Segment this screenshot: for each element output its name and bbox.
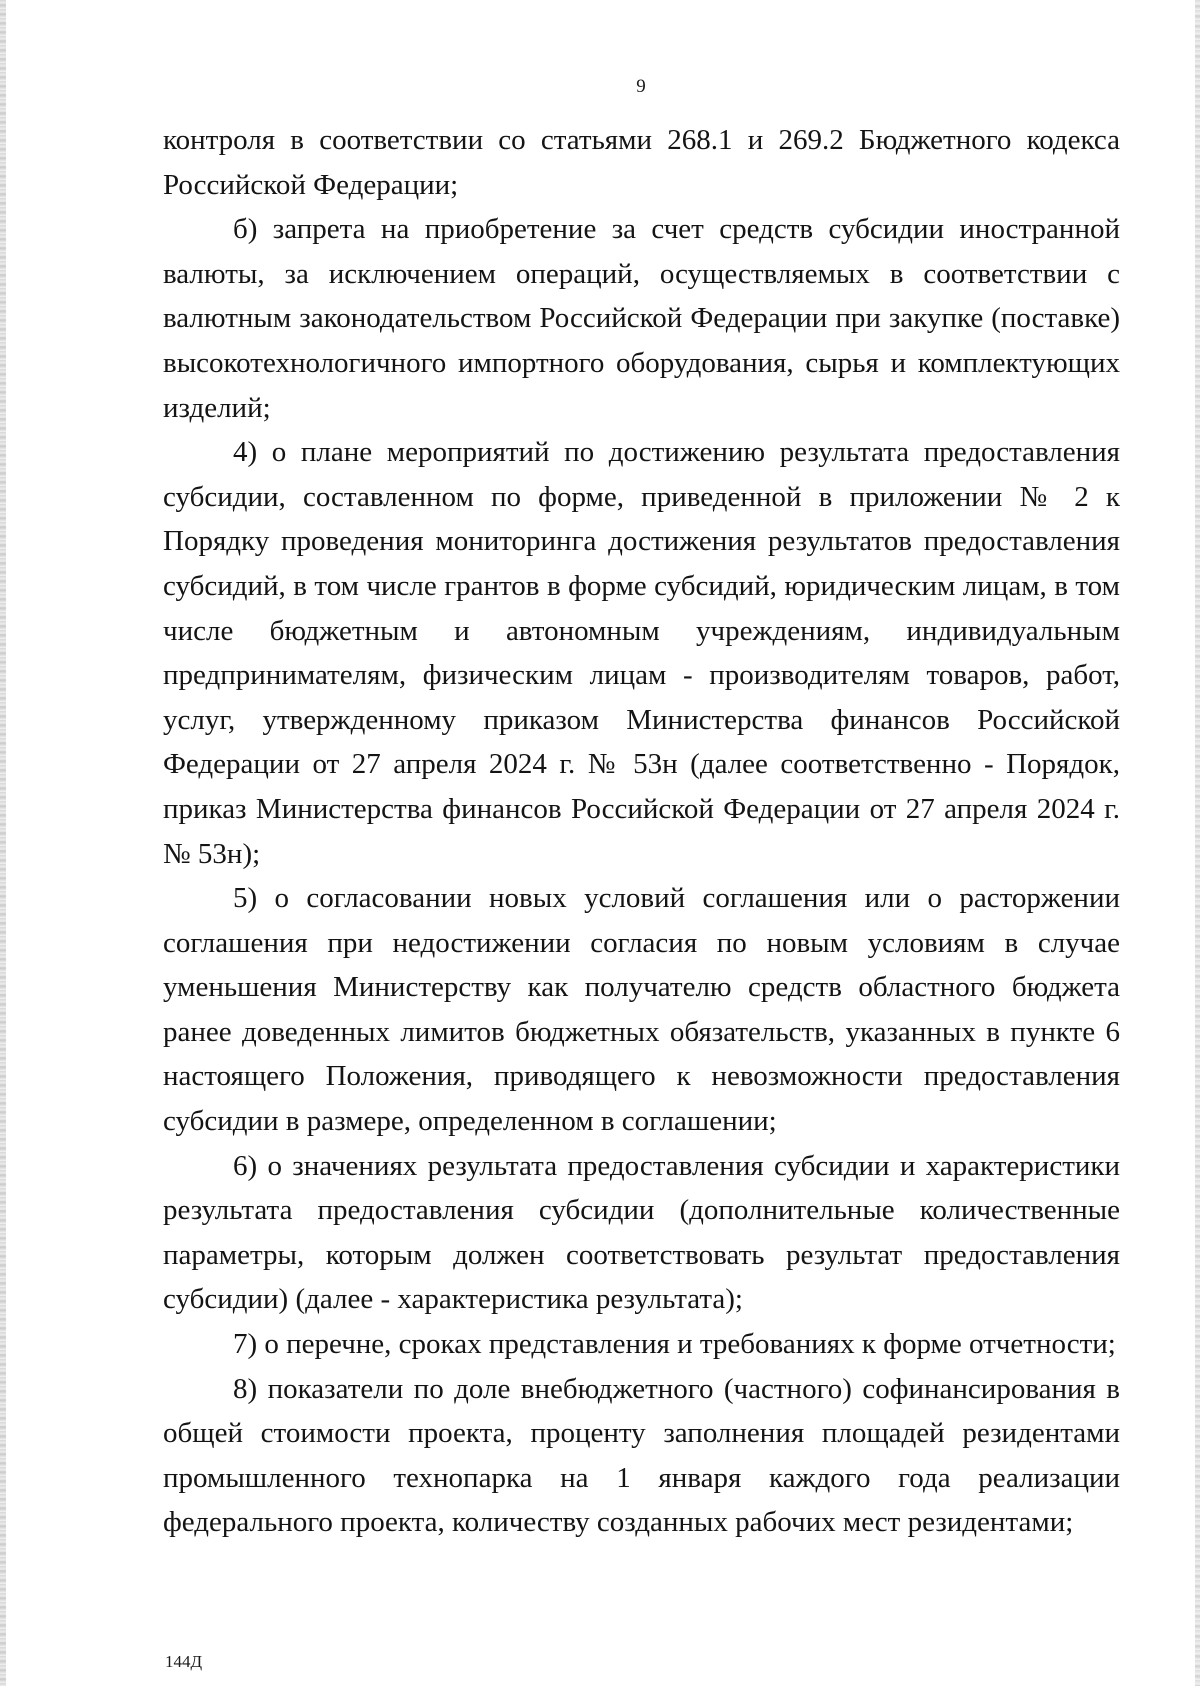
- scan-edge-left: [0, 0, 6, 1686]
- paragraph-b-currency-ban: б) запрета на приобретение за счет средств субсидии иностранной валюты, за исключением операций, осуществляемых в соответствии с валютным законодательством Российской Федерации при закупке (поставке) высокотехнологичного импортного оборудования, сырья и комплектующих изделий;: [163, 213, 1120, 424]
- paragraph-4-action-plan: 4) о плане мероприятий по достижению результата предоставления субсидии, составленном по форме, приведенной в приложении № 2 к Порядку проведения мониторинга достижения результатов предоставления субсидий, в том числе грантов в форме субсидий, юридическим лицам, в том числе бюджетным и автономным учреждениям, индивидуальным предпринимателям, физическим лицам - производителям товаров, работ, услуг, утвержденному приказом Министерства финансов Российской Федерации от 27 апреля 2024 г. № 53н (далее соответственно - Порядок, приказ Министерства финансов Российской Федерации от 27 апреля 2024 г. № 53н);: [163, 436, 1120, 870]
- paragraph-8-indicators: 8) показатели по доле внебюджетного (частного) софинансирования в общей стоимости проекта, проценту заполнения площадей резидентами промышленного технопарка на 1 января каждого года реализации федерального проекта, количеству созданных рабочих мест резидентами;: [163, 1372, 1120, 1539]
- paragraph-control-continuation: контроля в соответствии со статьями 268.1 и 269.2 Бюджетного кодекса Российской Федерации;: [163, 124, 1120, 201]
- document-body: [163, 118, 1120, 1545]
- scan-edge-right: [1195, 0, 1200, 1686]
- paragraph-7-reporting: 7) о перечне, сроках представления и требованиях к форме отчетности;: [233, 1328, 1116, 1361]
- page-number: 9: [636, 76, 646, 97]
- footer-document-code: 144Д: [165, 1652, 203, 1671]
- paragraph-5-agreement-terms: 5) о согласовании новых условий соглашения или о расторжении соглашения при недостижении согласия по новым условиям в случае уменьшения Министерству как получателю средств областного бюджета ранее доведенных лимитов бюджетных обязательств, указанных в пункте 6 настоящего Положения, приводящего к невозможности предоставления субсидии в размере, определенном в соглашении;: [163, 882, 1120, 1138]
- paragraph-6-result-values: 6) о значениях результата предоставления субсидии и характеристики результата предоставления субсидии (дополнительные количественные параметры, которым должен соответствовать результат предоставления субсидии) (далее - характеристика результата);: [163, 1149, 1120, 1316]
